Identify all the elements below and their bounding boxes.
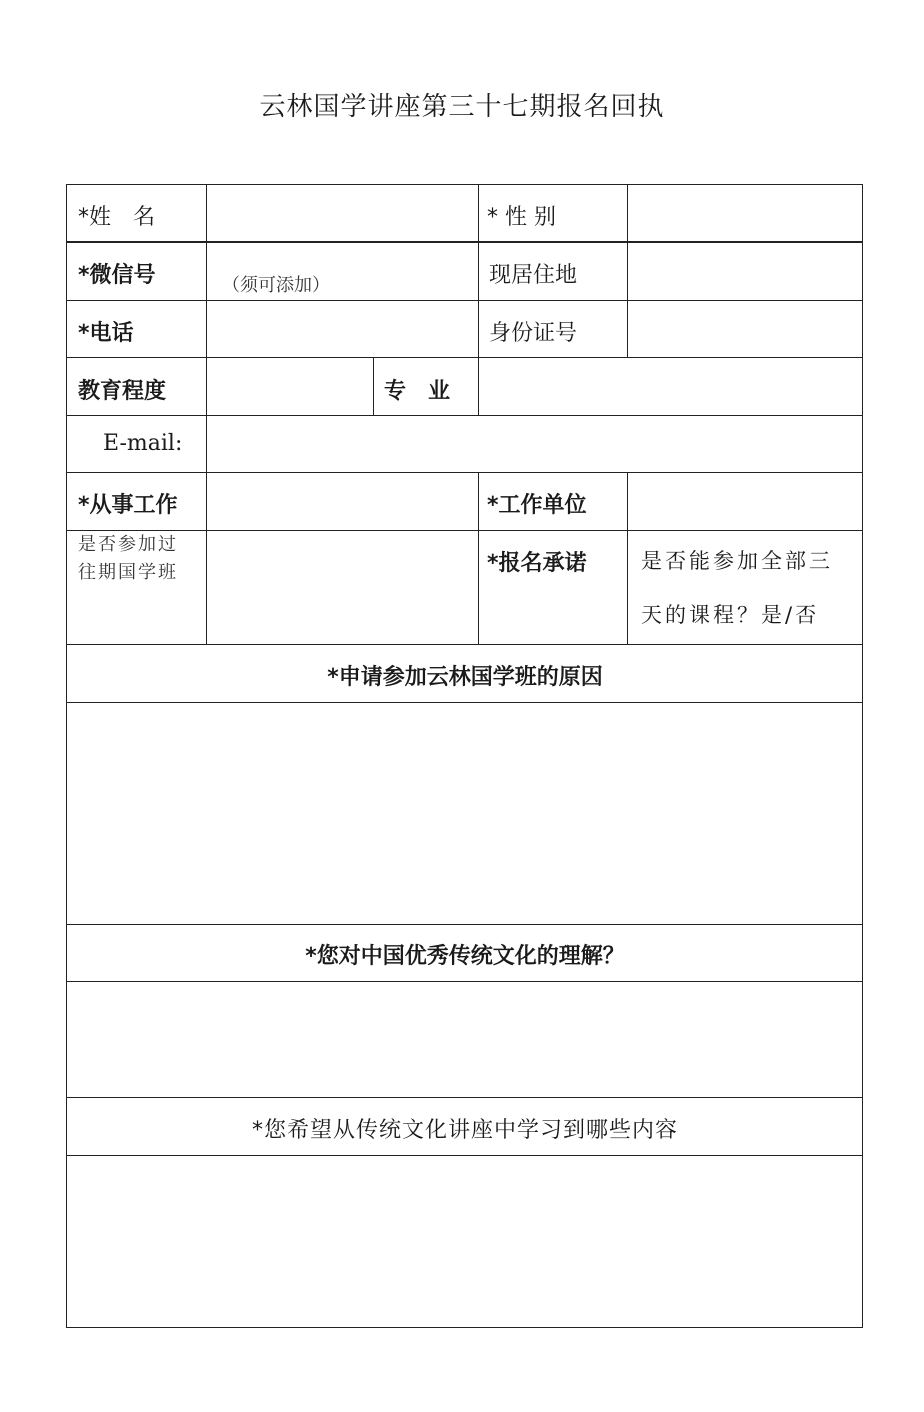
page-title: 云林国学讲座第三十七期报名回执	[259, 92, 665, 122]
employer-label: *工作单位	[487, 493, 587, 518]
education-field[interactable]	[206, 357, 374, 416]
gender-label: * 性 别	[487, 205, 556, 230]
past-class-label-line1: 是否参加过	[78, 534, 178, 555]
occupation-field[interactable]	[206, 472, 479, 531]
understanding-answer-area[interactable]	[66, 981, 863, 1098]
reason-heading: *申请参加云林国学班的原因	[327, 665, 603, 690]
email-label: E-mail:	[103, 431, 183, 456]
phone-label: *电话	[78, 321, 134, 346]
wechat-hint: （须可添加）	[222, 275, 330, 296]
past-class-label-line2: 往期国学班	[78, 562, 178, 583]
commitment-text	[641, 534, 859, 642]
major-label: 专 业	[384, 379, 451, 404]
gender-field[interactable]	[627, 184, 863, 242]
reason-answer-area[interactable]	[66, 702, 863, 925]
registration-form	[67, 185, 863, 1328]
major-field[interactable]	[478, 357, 863, 416]
past-class-field[interactable]	[206, 530, 479, 645]
hope-heading: *您希望从传统文化讲座中学习到哪些内容	[251, 1118, 678, 1143]
commitment-label: *报名承诺	[487, 551, 587, 576]
occupation-label: *从事工作	[78, 493, 178, 518]
email-field[interactable]	[206, 415, 863, 473]
commitment-text-line2: 天的课程？是/否	[641, 603, 820, 627]
residence-field[interactable]	[627, 242, 863, 301]
name-field[interactable]	[206, 184, 479, 242]
hope-answer-area[interactable]	[66, 1155, 863, 1328]
understanding-heading: *您对中国优秀传统文化的理解？	[305, 944, 625, 969]
phone-field[interactable]	[206, 300, 479, 358]
employer-field[interactable]	[627, 472, 863, 531]
education-label: 教育程度	[78, 379, 167, 404]
id-field[interactable]	[627, 300, 863, 358]
commitment-text-line1: 是否能参加全部三	[641, 549, 833, 573]
id-label: 身份证号	[489, 321, 578, 346]
residence-label: 现居住地	[489, 263, 578, 288]
name-label: *姓 名	[78, 205, 156, 230]
wechat-label: *微信号	[78, 263, 156, 288]
